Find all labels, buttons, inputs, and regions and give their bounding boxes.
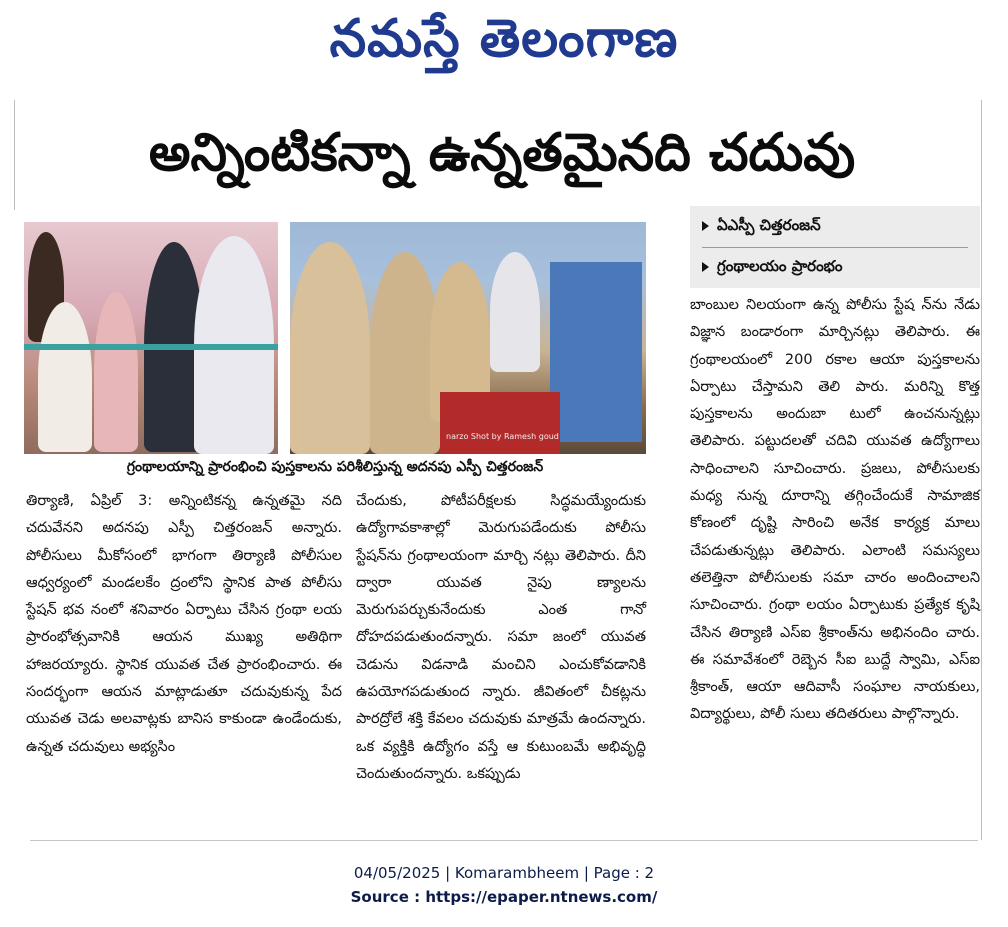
red-carpet bbox=[440, 392, 560, 454]
sidebar-highlights bbox=[690, 206, 980, 288]
person-figure bbox=[38, 302, 92, 452]
sidebar-item-label: ఏఎస్పీ చిత్తరంజన్ bbox=[717, 216, 821, 234]
column-text: చేందుకు, పోటీపరీక్షలకు సిద్ధమయ్యేందుకు ఉద్యోగావకాశాల్లో మెరుగుపడేందుకు పోలీసు స్టేషన్‌ను గ్రంథాలయంగా మార్చి నట్లు తెలిపారు. దీని ద్వారా యువత నైపు ణ్యాలను మెరుగుపర్చుకునేందుకు ఎంత గానో దోహదపడుతుందన్నారు. సమా జంలో యువత చెడును విడనాడి మంచిని ఎంచుకోవడానికి ఉపయోగపడుతుంద న్నారు. జీవితంలో చీకట్లను పారద్రోలే శక్తి కేవలం చదువుకు మాత్రమే ఉందన్నారు. ఒక వ్యక్తికి ఉద్యోగం వస్తే ఆ కుటుంబమే అభివృద్ధి చెందుతుందన్నారు. ఒకప్పుడు bbox=[356, 493, 646, 782]
book-inspection-photo bbox=[290, 222, 646, 454]
footer-date-edition: 04/05/2025 | Komarambheem | Page : 2 bbox=[353, 864, 655, 882]
photo-caption: గ్రంథాలయాన్ని ప్రారంభించి పుస్తకాలను పరిశీలిస్తున్న అదనపు ఎస్పీ చిత్తరంజన్ bbox=[126, 459, 544, 475]
sidebar-item-1 bbox=[702, 210, 821, 240]
footer-source-link[interactable]: Source : https://epaper.ntnews.com/ bbox=[350, 888, 658, 906]
headline-left-rule bbox=[14, 100, 15, 210]
article-column-1 bbox=[26, 488, 342, 761]
column-text: తిర్యాణి, ఏప్రిల్ 3: అన్నింటికన్న ఉన్నతమై నది చదువేనని అదనపు ఎస్పీ చిత్తరంజన్ అన్నారు. పోలీసులు మీకోసంలో భాగంగా తిర్యాణి పోలీసుల ఆధ్వర్యంలో మండలకేం ద్రంలోని స్థానిక పాత పోలీసు స్టేషన్ భవ నంలో శనివారం ఏర్పాటు చేసిన గ్రంథా లయ ప్రారంభోత్సవానికి ఆయన ముఖ్య అతిథిగా హాజరయ్యారు. స్థానిక యువత చేత ప్రారంభించారు. ఈ సందర్భంగా ఆయన మాట్లాడుతూ చదువుకున్న పేద యువత చెడు అలవాట్లకు బానిస కాకుండా ఉండేందుకు, ఉన్నత చదువులు అభ్యసిం bbox=[26, 493, 342, 755]
triangle-bullet-icon bbox=[702, 221, 709, 231]
column-text: బాంబుల నిలయంగా ఉన్న పోలీసు స్టేష న్‌ను నేడు విజ్ఞాన బండారంగా మార్చినట్లు తెలిపారు. ఈ గ్రంథాలయంలో 200 రకాల ఆయా పుస్తకాలను ఏర్పాటు చేస్తామని తెలి పారు. మరిన్ని కొత్త పుస్తకాలను అందుబా టులో ఉంచనున్నట్లు తెలిపారు. పట్టుదలతో చదివి యువత ఉద్యోగాలు సాధించాలని సూచించారు. ప్రజలు, పోలీసులకు మధ్య నున్న దూరాన్ని తగ్గించేందుకే సామాజిక కోణంలో దృష్టి సారించి అనేక కార్యక్ర మాలు చేపడుతున్నట్లు తెలిపారు. ఎలాంటి సమస్యలు తలెత్తినా పోలీసులకు సమా చారం అందించాలని సూచించారు. గ్రంథా లయం ఏర్పాటుకు ప్రత్యేక కృషి చేసిన తిర్యాణి ఎస్ఐ శ్రీకాంత్‌ను అభినందిం చారు. ఈ సమావేశంలో రెబ్బెన సీఐ బుద్దే స్వామి, ఎస్ఐ శ్రీకాంత్, ఆయా ఆదివాసీ సంఘాల నాయకులు, విద్యార్థులు, పోలీ సులు తదితరులు పాల్గొన్నారు. bbox=[690, 297, 980, 723]
person-figure bbox=[490, 252, 540, 372]
article-column-3 bbox=[690, 292, 980, 729]
article-column-2 bbox=[356, 488, 646, 788]
person-figure bbox=[94, 292, 138, 452]
triangle-bullet-icon bbox=[702, 262, 709, 272]
sidebar-divider bbox=[702, 247, 968, 248]
ribbon bbox=[24, 344, 278, 350]
officer-figure bbox=[290, 242, 370, 454]
bookshelf bbox=[550, 262, 642, 442]
sidebar-item-label: గ్రంథాలయం ప్రారంభం bbox=[717, 257, 843, 275]
photo-watermark: narzo Shot by Ramesh goud bbox=[446, 432, 559, 441]
sidebar-item-2 bbox=[702, 251, 843, 281]
right-margin-rule bbox=[981, 100, 982, 840]
ribbon-cutting-photo bbox=[24, 222, 278, 454]
footer-divider bbox=[30, 840, 978, 841]
article-headline: అన్నింటికన్నా ఉన్నతమైనది చదువు bbox=[148, 123, 856, 183]
masthead-logo: నమస్తే తెలంగాణ bbox=[329, 8, 679, 69]
